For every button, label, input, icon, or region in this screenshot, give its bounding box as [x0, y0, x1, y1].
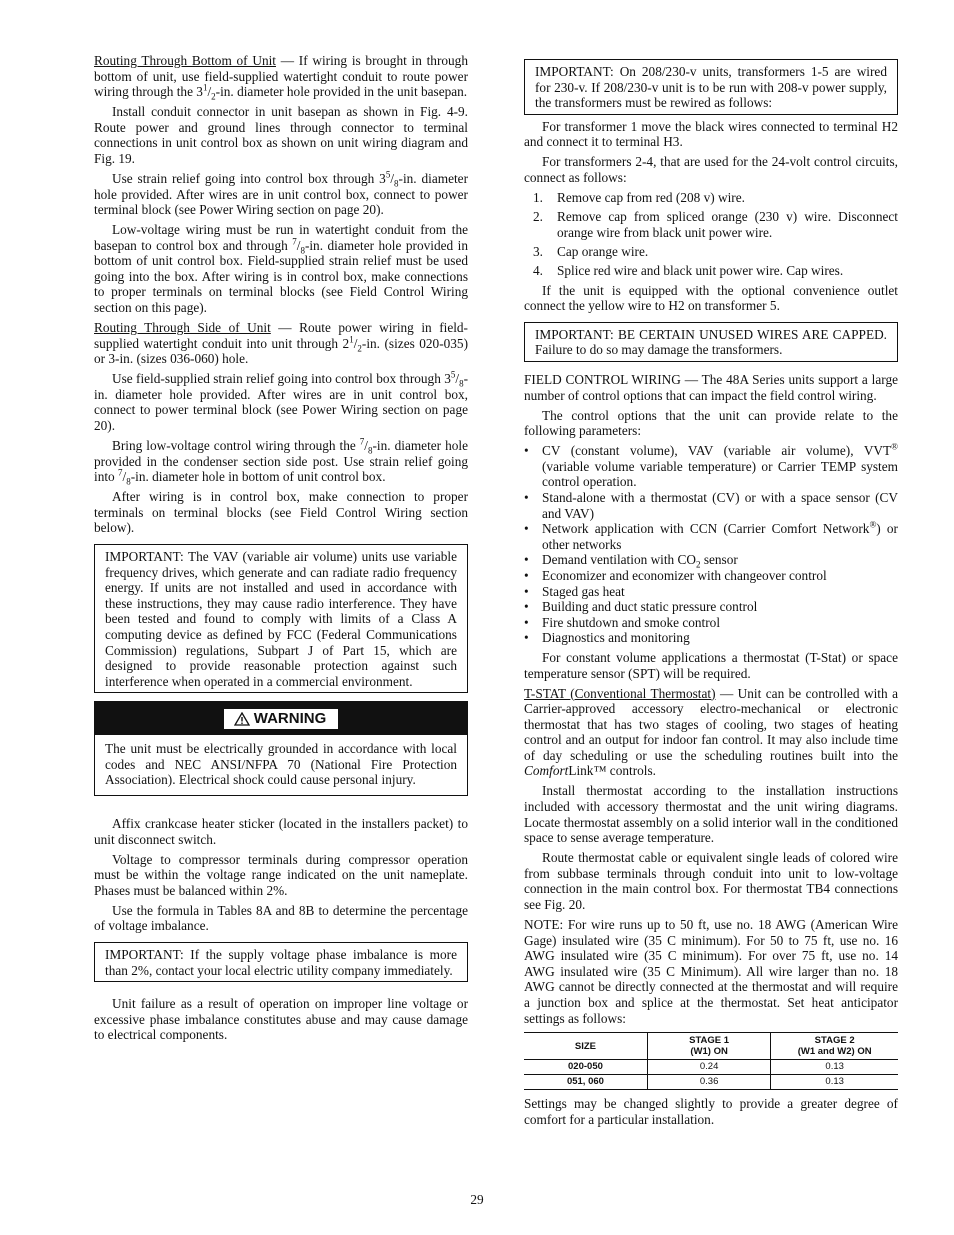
text-run: -in. diameter hole provided in the unit basepan. [215, 84, 468, 100]
paragraph: NOTE: For wire runs up to 50 ft, use no. 18 AWG (American Wire Gage) insulated wire (35 C minimum). For 50 to 75 ft, use no. 16 AWG insulated wire (35 C minimum). For over 75 ft, use no. 14 AWG insulated wire (35 C Minimum). All wire larger than no. 18 AWG cannot be directly connected at the thermostat and will require a junction box and splice at the thermostat. Set heat anticipator settings as follows: [524, 917, 898, 1026]
warning-triangle-icon [234, 712, 250, 726]
text-run: Low-voltage wiring must be run in watertight conduit from the basepan to control box and through [94, 222, 468, 253]
important-box-vav [94, 544, 468, 693]
header-line: STAGE 2 [814, 1035, 855, 1047]
text-run: Use strain relief going into control box through 3 [112, 170, 386, 186]
paragraph: Use field-supplied strain relief going into control box through $3^5/_8-in$. diameter hole provided. After wires are in unit control box, connect to power terminal block (see Power Wiring section on page 20). [94, 369, 468, 434]
paragraph: Routing Through Side of Unit — Route power wiring in field-supplied watertight conduit into unit through $2^1/_2-in$. (sizes 020-035) or 3-in. (sizes 036-060) hole. [94, 320, 469, 367]
text-run: -in. (sizes 020-035) or 3-in. (sizes 036-060) hole. [94, 335, 469, 367]
list-number: 4. [533, 263, 543, 279]
paragraph: For transformer 1 move the black wires connected to terminal H2 and connect it to terminal H3. [524, 118, 898, 150]
text-run: — Route power wiring in field-supplied watertight conduit into unit through 2 [94, 320, 468, 351]
fraction-den: 2 [357, 343, 362, 354]
list-item [524, 521, 898, 552]
warning-box [94, 701, 468, 796]
section-heading: Routing Through Side of Unit [94, 320, 271, 336]
italic-run: Comfort [524, 763, 569, 779]
fraction-num: 5 [385, 169, 391, 180]
section-heading: T-STAT (Conventional Thermostat) [524, 685, 716, 701]
text-run: Bring low-voltage control wiring through the [112, 438, 360, 453]
registered-mark: ® [869, 519, 877, 530]
control-options-list [524, 443, 898, 646]
warning-label [224, 709, 339, 729]
text-run: -in. diameter hole provided in bottom of unit control box. Field-supplied strain relief must be used going into the box. After wiring is in control box, make connections to proper terminals on terminal blocks (see Field Control Wiring section on this page). [94, 237, 468, 316]
text-run: (variable volume variable temperature) or Carrier TEMP system control operation. [542, 458, 898, 490]
fraction-den: 8 [459, 378, 464, 389]
important-text: IMPORTANT: The VAV (variable air volume) units use variable frequency drives, which generate and can radiate radio frequency energy. If units are not installed and used in accordance with these instructions, they may cause radio interference. They have been tested and found to comply with limits of a Class A computing device as defined by FCC (Federal Communications Commission) regulations, Subpart J of Part 15, which are designed to provide reasonable protection against such interference when operated in a commercial environment. [105, 548, 457, 689]
text-run: -in. diameter hole provided in the condenser section side post. Use strain relief going into [94, 438, 469, 485]
text-run: -in. diameter hole in bottom of unit control box. [130, 469, 386, 485]
left-column [94, 53, 468, 1047]
text-run: Link™ controls. [568, 763, 656, 779]
paragraph: Bring low-voltage control wiring through the $^7/_8-in$. diameter hole provided in the condenser section side post. Use strain relief going into $^7/_8-in$. diameter hole in bottom of unit control box. [94, 436, 469, 487]
paragraph: Install thermostat according to the installation instructions included with accessory thermostat and the unit wiring diagrams. Locate thermostat assembly on a solid interior wall in the conditioned space to sense average temperature. [524, 783, 898, 846]
fraction-den: 8 [368, 445, 373, 456]
list-number: 2. [533, 209, 543, 225]
list-item: • Diagnostics and monitoring [524, 630, 898, 646]
paragraph: After wiring is in control box, make connection to proper terminals on terminal blocks (see Field Control Wiring section below). [94, 489, 468, 536]
fraction-num: 7 [292, 236, 297, 247]
list-item: • Economizer and economizer with changeover control [524, 568, 898, 584]
text-run: CV (constant volume), VAV (variable air volume), VVT [542, 443, 892, 459]
list-text: Cap orange wire. [557, 243, 649, 259]
paragraph [524, 686, 898, 780]
table-cell: 0.13 [771, 1060, 898, 1075]
registered-mark: ® [891, 441, 898, 452]
right-column [524, 59, 898, 1132]
table-cell: 051, 060 [524, 1075, 647, 1090]
list-item [524, 209, 898, 240]
fraction-num: 1 [202, 82, 208, 93]
text-run: -in. diameter hole provided. After wires are in unit control box, connect to power terminal block (see Power Wiring section on page 20). [94, 371, 468, 434]
list-text: Remove cap from red (208 v) wire. [557, 189, 745, 205]
section-heading: Routing Through Bottom of Unit [94, 53, 276, 68]
list-item [524, 263, 898, 279]
list-number: 1. [533, 189, 543, 205]
list-item [524, 443, 898, 490]
warning-label-text: WARNING [253, 710, 327, 727]
fraction-den: 2 [211, 91, 216, 102]
paragraph: The control options that the unit can provide relate to the following parameters: [524, 407, 898, 439]
list-item: • Building and duct static pressure control [524, 599, 898, 615]
text-run: ) or other networks [542, 521, 898, 552]
table-cell: 0.36 [647, 1075, 770, 1090]
fraction-den: 8 [300, 245, 305, 256]
text-run: Network application with CCN (Carrier Comfort Network [542, 521, 870, 537]
paragraph: Affix crankcase heater sticker (located in the installers packet) to unit disconnect switch. [94, 816, 468, 847]
rewire-steps [524, 190, 898, 279]
text-run: Demand ventilation with CO [542, 552, 696, 568]
list-item [524, 552, 898, 571]
list-item [524, 190, 898, 206]
column-header-stage2 [771, 1033, 898, 1060]
important-box-imbalance [94, 942, 468, 982]
warning-text: The unit must be electrically grounded in accordance with local codes and NEC ANSI/NFPA 70 (National Fire Protection Association). Electrical shock could cause personal injury. [105, 741, 457, 788]
paragraph: Routing Through Bottom of Unit — If wiring is brought in through bottom of unit, use field-supplied watertight conduit to route power wiring through the $3^1/_2-in$. diameter hole provided in the unit basepan. [94, 53, 468, 102]
list-item: • Staged gas heat [524, 584, 898, 600]
table-cell: 0.24 [647, 1060, 770, 1075]
paragraph: Settings may be changed slightly to provide a greater degree of comfort for a particular installation. [524, 1096, 898, 1127]
paragraph: For transformers 2-4, that are used for the 24-volt control circuits, connect as follows: [524, 154, 898, 185]
column-header-size: SIZE [524, 1033, 647, 1060]
fraction-den: 8 [394, 178, 399, 189]
table-cell: 0.13 [771, 1075, 898, 1090]
paragraph: Use the formula in Tables 8A and 8B to determine the percentage of voltage imbalance. [94, 902, 468, 934]
text-run: — Unit can be controlled with a Carrier-approved accessory electro-mechanical or electronic thermostat that has two stages of cooling, two stages of heating control and an output for indoor fan control. It may also include time of day scheduling or use the scheduling routines built into the [524, 685, 898, 763]
paragraph: Use strain relief going into control box through $3^5/_8-in$. diameter hole provided. After wires are in unit control box, connect to power terminal block (see Power Wiring section on page 20). [94, 169, 468, 218]
text-run: Use field-supplied strain relief going into control box through 3 [112, 371, 451, 387]
header-line: (W1) ON [690, 1046, 728, 1058]
list-item: • Fire shutdown and smoke control [524, 615, 898, 631]
fraction-num: 5 [450, 369, 456, 380]
table-row [524, 1075, 898, 1090]
paragraph: Unit failure as a result of operation on improper line voltage or excessive phase imbalance constitutes abuse and may cause damage to electrical components. [94, 996, 468, 1043]
column-header-stage1 [647, 1033, 770, 1060]
header-line: STAGE 1 [689, 1035, 730, 1047]
important-text: IMPORTANT: BE CERTAIN UNUSED WIRES ARE CAPPED. Failure to do so may damage the transformers. [535, 326, 887, 358]
paragraph: Install conduit connector in unit basepan as shown in Fig. 4-9. Route power and ground lines through connector to terminal connections in unit control box as shown on unit wiring diagram and Fig. 19. [94, 104, 468, 166]
paragraph: For constant volume applications a thermostat (T-Stat) or space temperature sensor (SPT) will be required. [524, 649, 898, 681]
text-run: -in. diameter hole provided. After wires are in unit control box, connect to power terminal block (see Power Wiring section on page 20). [94, 170, 468, 218]
warning-body [95, 735, 467, 795]
table-header-row [524, 1033, 898, 1060]
fraction-num: 7 [118, 467, 123, 478]
paragraph: Voltage to compressor terminals during compressor operation must be within the voltage range indicated on the unit nameplate. Phases must be balanced within 2%. [94, 851, 468, 898]
important-text: IMPORTANT: On 208/230-v units, transformers 1-5 are wired for 230-v. If 208/230-v unit is to be run with 208-v power supply, the transformers must be rewired as follows: [535, 64, 887, 111]
subscript: 2 [696, 560, 701, 571]
paragraph: FIELD CONTROL WIRING — The 48A Series units support a large number of control options that can impact the field control wiring. [524, 372, 898, 403]
table-row [524, 1060, 898, 1075]
list-item: • Stand-alone with a thermostat (CV) or with a space sensor (CV and VAV) [524, 490, 898, 521]
text-run: sensor [700, 552, 738, 568]
paragraph: Low-voltage wiring must be run in watertight conduit from the basepan to control box and through $^7/_8-in$. diameter hole provided in bottom of unit control box. Field-supplied strain relief must be used going into the box. After wiring is in control box, make connections to proper terminals on terminal blocks (see Field Control Wiring section on this page). [94, 222, 468, 316]
list-text: Remove cap from spliced orange (230 v) wire. Disconnect orange wire from black unit power wire. [557, 209, 898, 240]
list-number: 3. [533, 243, 543, 259]
important-box-capped [524, 322, 898, 362]
table-cell: 020-050 [524, 1060, 647, 1075]
warning-header [95, 702, 467, 735]
fraction-num: 7 [359, 436, 365, 447]
paragraph: If the unit is equipped with the optional convenience outlet connect the yellow wire to H2 on transformer 5. [524, 282, 898, 314]
header-line: (W1 and W2) ON [797, 1046, 872, 1058]
important-box-transformers [524, 59, 898, 115]
list-item [524, 244, 898, 260]
paragraph: Route thermostat cable or equivalent single leads of colored wire from subbase terminals through conduit into unit to low-voltage connection in the main control box. For thermostat TB4 connections see Fig. 20. [524, 850, 898, 913]
fraction-den: 8 [126, 476, 131, 487]
important-text: IMPORTANT: If the supply voltage phase imbalance is more than 2%, contact your local electric utility company immediately. [105, 947, 457, 978]
page-number: 29 [470, 1192, 484, 1207]
text-run: — If wiring is brought in through bottom of unit, use field-supplied watertight conduit to route power wiring through the 3 [94, 53, 468, 100]
list-text: Splice red wire and black unit power wire. Cap wires. [557, 263, 844, 279]
anticipator-settings-table [524, 1032, 898, 1090]
fraction-num: 1 [349, 334, 354, 345]
